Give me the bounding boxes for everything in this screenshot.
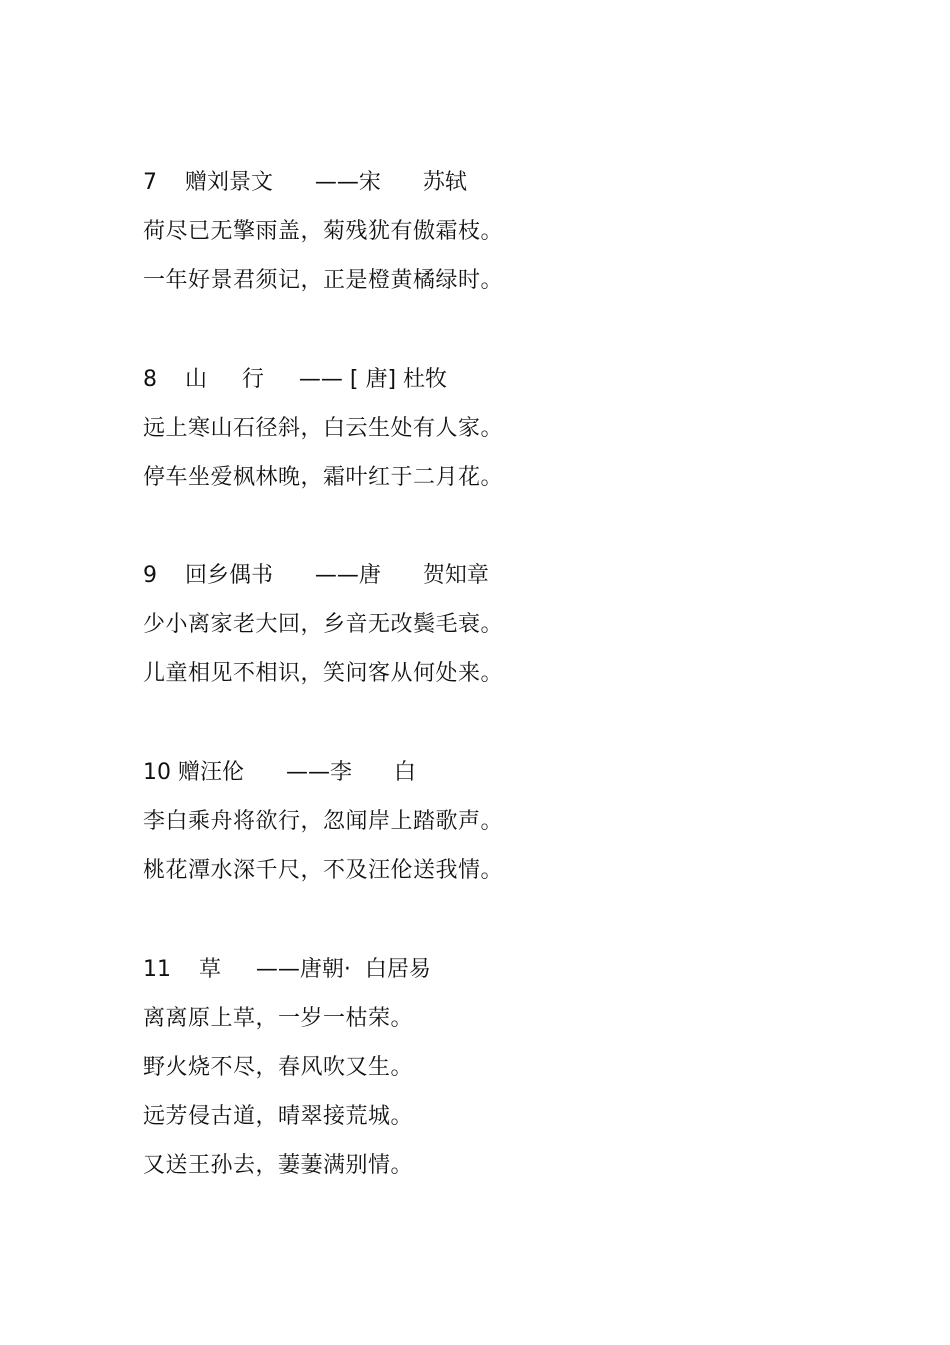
poem-7 xyxy=(143,158,843,305)
poem-line: 又送王孙去，萋萋满别情。 xyxy=(143,1153,414,1178)
poem-heading: 8 山 行 —— [ 唐] 杜牧 xyxy=(143,367,448,392)
poem-heading: 11 草 ——唐朝· 白居易 xyxy=(143,957,431,982)
poem-line: 一年好景君须记，正是橙黄橘绿时。 xyxy=(143,268,504,293)
poem-heading: 9 回乡偶书 ——唐 贺知章 xyxy=(143,563,489,588)
poem-line: 停车坐爱枫林晚，霜叶红于二月花。 xyxy=(143,465,504,490)
poem-line: 儿童相见不相识，笑问客从何处来。 xyxy=(143,661,504,686)
poem-10 xyxy=(143,748,843,895)
poem-heading: 10 赠汪伦 ——李 白 xyxy=(143,760,416,785)
poem-line: 野火烧不尽，春风吹又生。 xyxy=(143,1055,414,1080)
poem-line: 李白乘舟将欲行，忽闻岸上踏歌声。 xyxy=(143,809,504,834)
poem-line: 离离原上草，一岁一枯荣。 xyxy=(143,1006,414,1031)
poem-line: 荷尽已无擎雨盖，菊残犹有傲霜枝。 xyxy=(143,219,504,244)
poem-line: 远芳侵古道，晴翠接荒城。 xyxy=(143,1104,414,1129)
poem-line: 远上寒山石径斜，白云生处有人家。 xyxy=(143,416,504,441)
poem-11 xyxy=(143,945,843,1190)
poem-heading: 7 赠刘景文 ——宋 苏轼 xyxy=(143,170,467,195)
poem-line: 少小离家老大回，乡音无改鬓毛衰。 xyxy=(143,612,504,637)
poem-9 xyxy=(143,551,843,698)
poem-8 xyxy=(143,355,843,502)
poem-line: 桃花潭水深千尺，不及汪伦送我情。 xyxy=(143,858,504,883)
